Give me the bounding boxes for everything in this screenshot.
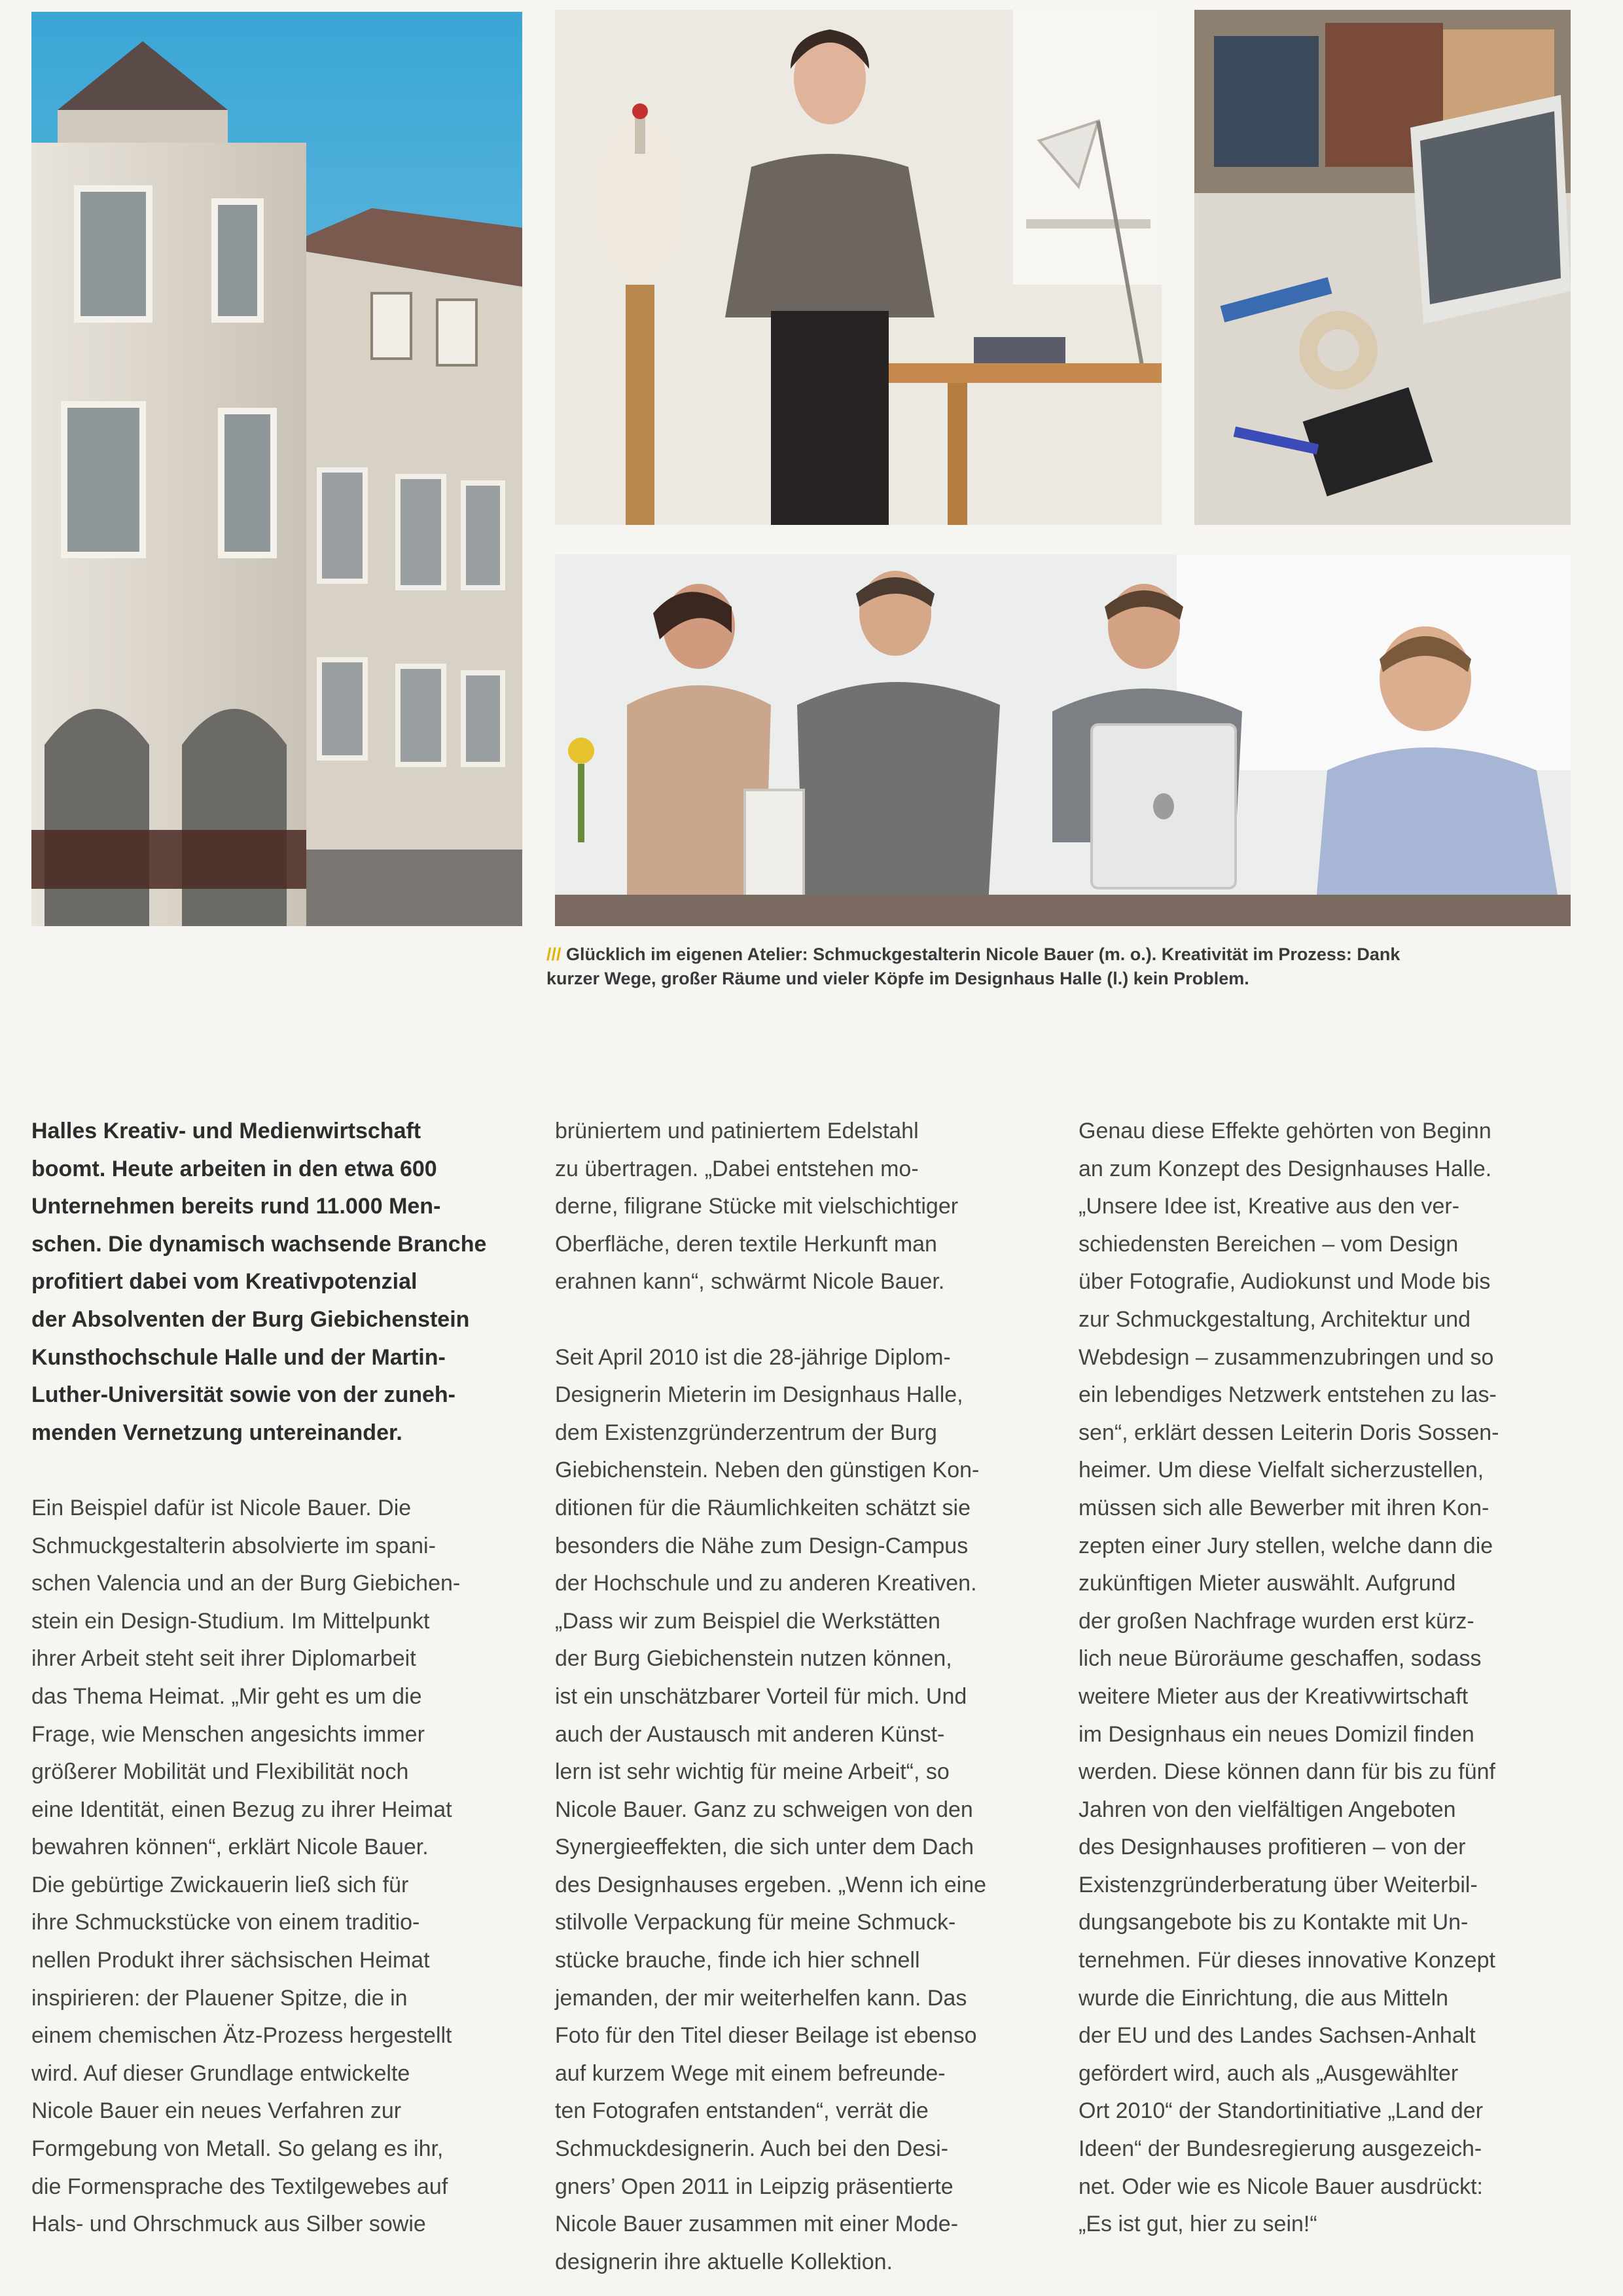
text-line: Ort 2010“ der Standortinitiative „Land der [1079,2098,1484,2124]
text-line: dungsangebote bis zu Kontakte mit Un- [1079,1910,1469,1935]
text-line: boomt. Heute arbeiten in den etwa 600 [31,1156,437,1181]
text-line: der großen Nachfrage wurden erst kürz- [1079,1608,1474,1634]
paragraph-gap [555,1301,1052,1339]
text-line: stücke brauche, finde ich hier schnell [555,1948,920,1973]
text-line: net. Oder wie es Nicole Bauer ausdrückt: [1079,2174,1483,2199]
text-line: über Fotografie, Audiokunst und Mode bis [1079,1269,1491,1295]
text-line: stein ein Design-Studium. Im Mittelpunkt [31,1608,430,1634]
text-line: lich neue Büroräume geschaffen, sodass [1079,1646,1482,1672]
text-line: sen“, erklärt dessen Leiterin Doris Sossen- [1079,1420,1499,1445]
text-line: brüniertem und patiniertem Edelstahl [555,1119,919,1143]
text-line: die Formensprache des Textilgewebes auf [31,2174,448,2199]
body-paragraph [1079,1113,1596,2244]
text-line: wurde die Einrichtung, die aus Mitteln [1079,1985,1449,2011]
text-line: designerin ihre aktuelle Kollektion. [555,2249,893,2274]
photo-designhaus-building [31,12,522,926]
text-line: Synergieeffekten, die sich unter dem Dach [555,1835,974,1860]
text-line: dem Existenzgründerzentrum der Burg [555,1420,937,1445]
body-paragraph [555,1113,1052,1301]
text-line: werden. Diese können dann für bis zu fünf [1079,1759,1495,1785]
desk-illustration [1194,10,1571,525]
text-line: heimer. Um diese Vielfalt sicherzustellen, [1079,1458,1484,1483]
text-line: Luther-Universität sowie von der zuneh- [31,1382,455,1408]
text-line: Halles Kreativ- und Medienwirtschaft [31,1119,421,1143]
text-line: weitere Mieter aus der Kreativwirtschaft [1079,1683,1469,1709]
text-line: auf kurzem Wege mit einem befreunde- [555,2060,946,2086]
body-paragraph [31,1490,529,2244]
text-line: Nicole Bauer. Ganz zu schweigen von den [555,1797,973,1822]
text-line: der Hochschule und zu anderen Kreativen. [555,1571,977,1596]
caption-marker: /// [546,944,562,964]
article-column-1 [31,1113,529,2244]
photo-team-designhaus [555,554,1571,926]
text-line: im Designhaus ein neues Domizil finden [1079,1721,1474,1747]
text-line: ten Fotografen entstanden“, verrät die [555,2098,929,2124]
atelier-illustration [555,10,1162,525]
text-line: Oberfläche, deren textile Herkunft man [555,1231,937,1257]
text-line: der EU und des Landes Sachsen-Anhalt [1079,2023,1476,2049]
text-line: „Es ist gut, hier zu sein!“ [1079,2212,1317,2237]
text-line: zepten einer Jury stellen, welche dann die [1079,1533,1493,1558]
article-column-3 [1079,1113,1596,2244]
text-line: schen. Die dynamisch wachsende Branche [31,1231,487,1257]
text-line: zukünftigen Mieter auswählt. Aufgrund [1079,1571,1456,1596]
text-line: Giebichenstein. Neben den günstigen Kon- [555,1458,980,1483]
text-line: jemanden, der mir weiterhelfen kann. Das [555,1985,967,2011]
text-line: Schmuckdesignerin. Auch bei den Desi- [555,2136,948,2162]
text-line: Die gebürtige Zwickauerin ließ sich für [31,1872,409,1897]
text-line: der Burg Giebichenstein nutzen können, [555,1646,952,1672]
text-line: des Designhauses ergeben. „Wenn ich eine [555,1872,987,1897]
text-line: besonders die Nähe zum Design-Campus [555,1533,969,1558]
text-line: auch der Austausch mit anderen Künst- [555,1721,945,1747]
text-line: stilvolle Verpackung für meine Schmuck- [555,1910,956,1935]
text-line: Formgebung von Metall. So gelang es ihr, [31,2136,444,2162]
text-line: schiedensten Bereichen – vom Design [1079,1231,1459,1257]
text-line: Genau diese Effekte gehörten von Beginn [1079,1119,1491,1143]
text-line: Hals- und Ohrschmuck aus Silber sowie [31,2212,426,2237]
text-line: des Designhauses profitieren – von der [1079,1835,1466,1860]
building-illustration [31,12,522,926]
text-line: das Thema Heimat. „Mir geht es um die [31,1683,422,1709]
text-line: bewahren können“, erklärt Nicole Bauer. [31,1835,429,1860]
text-line: Kunsthochschule Halle und der Martin- [31,1344,446,1370]
text-line: an zum Konzept des Designhauses Halle. [1079,1156,1492,1181]
text-line: Foto für den Titel dieser Beilage ist ebenso [555,2023,977,2049]
text-line: schen Valencia und an der Burg Giebichen- [31,1571,461,1596]
text-line: „Unsere Idee ist, Kreative aus den ver- [1079,1194,1460,1219]
paragraph-gap [31,1452,529,1490]
text-line: zur Schmuckgestaltung, Architektur und [1079,1306,1471,1332]
text-line: größerer Mobilität und Flexibilität noch [31,1759,409,1785]
text-line: Ein Beispiel dafür ist Nicole Bauer. Die [31,1495,412,1520]
text-line: Seit April 2010 ist die 28-jährige Diplom- [555,1344,951,1370]
lead-paragraph [31,1113,529,1452]
text-line: Existenzgründerberatung über Weiterbil- [1079,1872,1478,1897]
text-line: ist ein unschätzbarer Vorteil für mich. Und [555,1683,967,1709]
text-line: ein lebendiges Netzwerk entstehen zu las- [1079,1382,1497,1408]
caption-line-1 [546,942,1567,967]
text-line: „Dass wir zum Beispiel die Werkstätten [555,1608,940,1634]
text-line: gners’ Open 2011 in Leipzig präsentierte [555,2174,954,2199]
text-line: inspirieren: der Plauener Spitze, die in [31,1985,408,2011]
text-line: gefördert wird, auch als „Ausgewählter [1079,2060,1459,2086]
text-line: nellen Produkt ihrer sächsischen Heimat [31,1948,430,1973]
photo-designer-desk [1194,10,1571,525]
text-line: Ideen“ der Bundesregierung ausgezeich- [1079,2136,1482,2162]
text-line: Jahren von den vielfältigen Angeboten [1079,1797,1456,1822]
caption-line-2: kurzer Wege, großer Räume und vieler Köpfe im Designhaus Halle (l.) kein Problem. [546,969,1249,988]
text-line: Nicole Bauer zusammen mit einer Mode- [555,2212,959,2237]
text-line: Unternehmen bereits rund 11.000 Men- [31,1194,441,1219]
text-line: einem chemischen Ätz-Prozess hergestellt [31,2023,452,2049]
caption-text-1: Glücklich im eigenen Atelier: Schmuckgestalterin Nicole Bauer (m. o.). Kreativität im Prozess: Dank [566,944,1400,964]
text-line: lern ist sehr wichtig für meine Arbeit“, so [555,1759,950,1785]
text-line: menden Vernetzung untereinander. [31,1420,402,1445]
text-line: profitiert dabei vom Kreativpotenzial [31,1269,418,1295]
text-line: müssen sich alle Bewerber mit ihren Kon- [1079,1495,1489,1520]
text-line: derne, filigrane Stücke mit vielschichtiger [555,1194,959,1219]
article-column-2 [555,1113,1052,2281]
text-line: Nicole Bauer ein neues Verfahren zur [31,2098,402,2124]
text-line: wird. Auf dieser Grundlage entwickelte [31,2060,410,2086]
body-paragraph [555,1339,1052,2282]
text-line: Designerin Mieterin im Designhaus Halle, [555,1382,963,1408]
text-line: eine Identität, einen Bezug zu ihrer Heimat [31,1797,452,1822]
team-illustration [555,554,1571,926]
text-line: ihrer Arbeit steht seit ihrer Diplomarbeit [31,1646,416,1672]
text-line: erahnen kann“, schwärmt Nicole Bauer. [555,1269,945,1295]
text-line: ditionen für die Räumlichkeiten schätzt sie [555,1495,971,1520]
text-line: ihre Schmuckstücke von einem traditio- [31,1910,420,1935]
text-line: ternehmen. Für dieses innovative Konzept [1079,1948,1495,1973]
text-line: Webdesign – zusammenzubringen und so [1079,1344,1494,1370]
text-line: der Absolventen der Burg Giebichenstein [31,1306,470,1332]
text-line: zu übertragen. „Dabei entstehen mo- [555,1156,919,1181]
text-line: Frage, wie Menschen angesichts immer [31,1721,425,1747]
photo-nicole-bauer-atelier [555,10,1162,525]
photo-caption [546,942,1567,991]
text-line: Schmuckgestalterin absolvierte im spani- [31,1533,436,1558]
